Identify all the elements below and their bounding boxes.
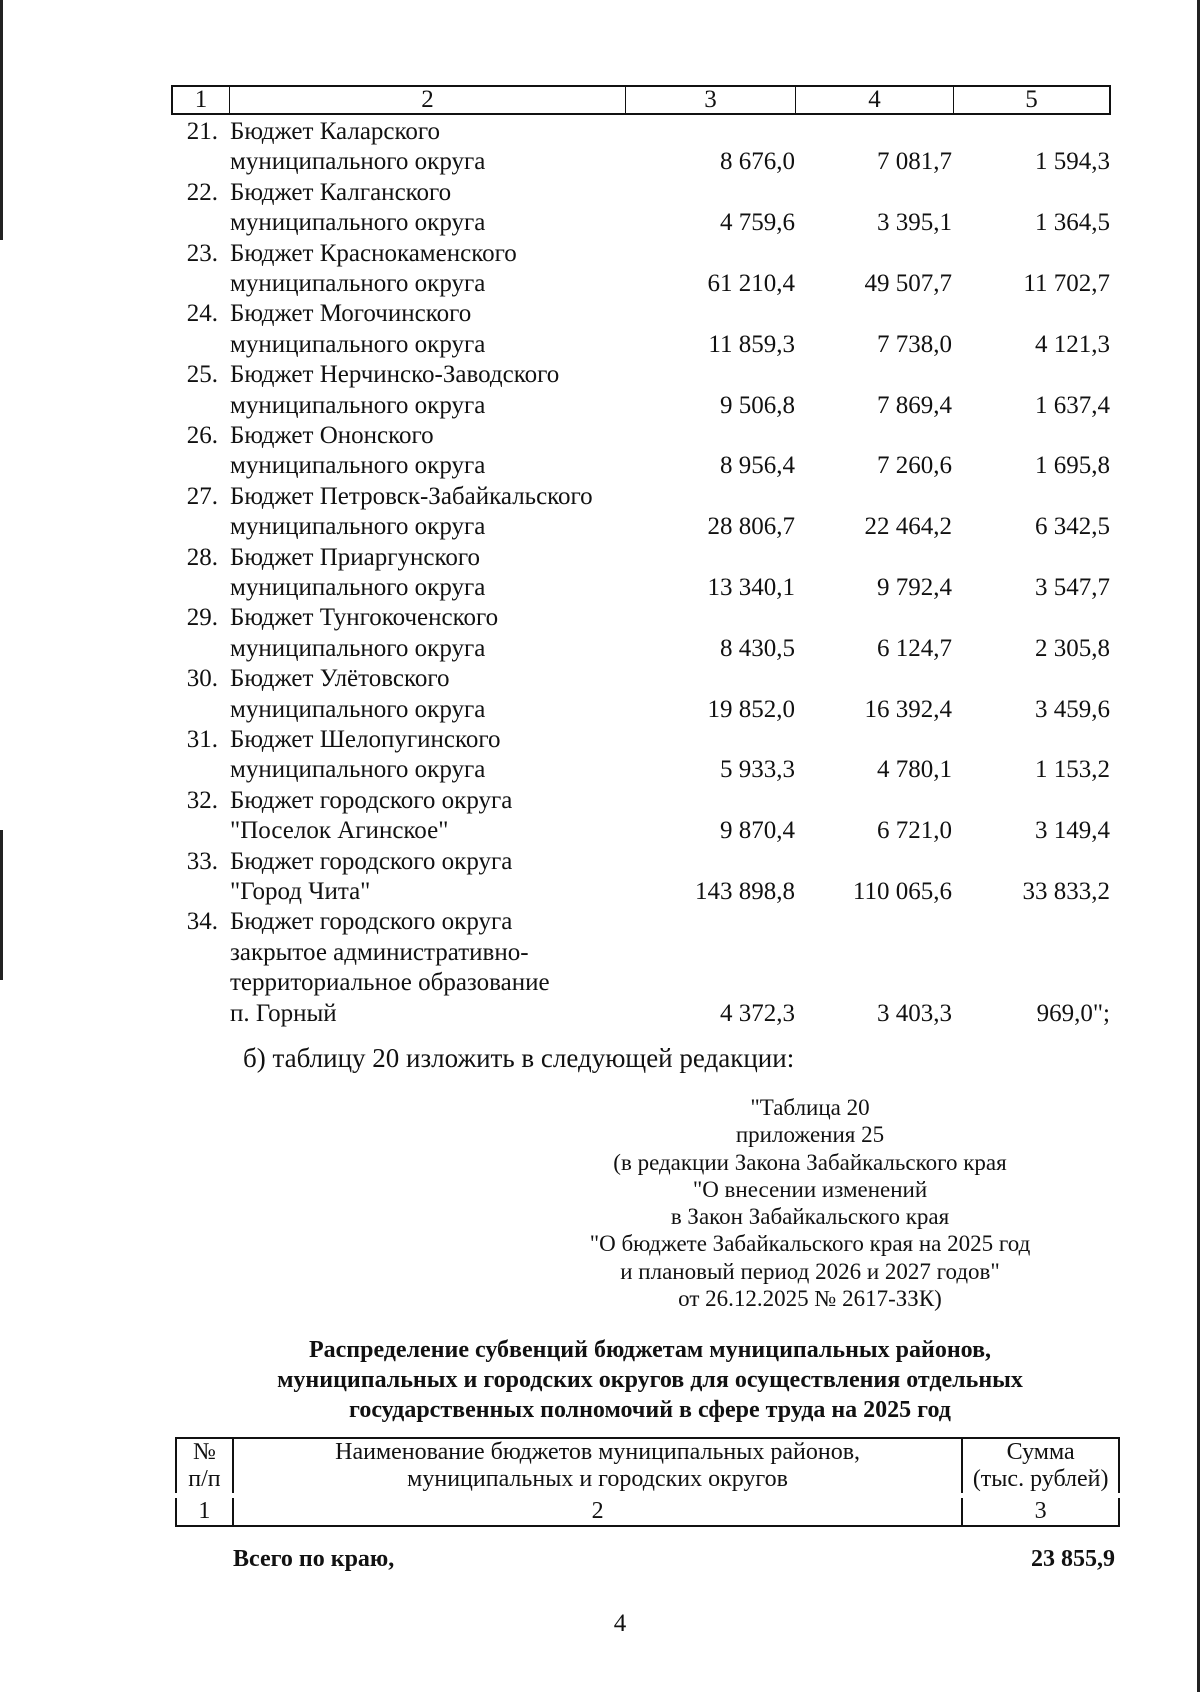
budget-name: Бюджет городского округа bbox=[230, 908, 513, 936]
table-row-line bbox=[0, 816, 1200, 846]
value-col5: 3 149,4 bbox=[1035, 817, 1110, 845]
header-cell: 4 bbox=[796, 87, 954, 113]
value-col3: 11 859,3 bbox=[708, 330, 795, 358]
value-col3: 8 430,5 bbox=[720, 634, 795, 662]
header-text: Сумма bbox=[1006, 1439, 1075, 1465]
title-line: муниципальных и городских округов для осуществления отдельных bbox=[277, 1367, 1023, 1393]
numbering-cell: 2 bbox=[233, 1496, 962, 1527]
budget-name-cont: муниципального округа bbox=[230, 695, 486, 723]
caption-line: приложения 25 bbox=[735, 1122, 885, 1148]
value-col3: 19 852,0 bbox=[707, 695, 795, 723]
value-col3: 9 870,4 bbox=[720, 817, 795, 845]
document-title bbox=[170, 1335, 1130, 1425]
budget-name-cont: муниципального округа bbox=[230, 574, 486, 601]
table-row-line bbox=[0, 664, 1200, 694]
value-col4: 16 392,4 bbox=[864, 695, 952, 723]
row-number: 31. bbox=[186, 726, 218, 753]
table-row-line bbox=[0, 117, 1200, 147]
value-col5: 1 364,5 bbox=[1035, 209, 1110, 237]
value-col3: 28 806,7 bbox=[707, 513, 795, 541]
header-text: Наименование бюджетов муниципальных районов, bbox=[335, 1439, 861, 1465]
value-col4: 6 721,0 bbox=[877, 817, 952, 845]
row-number: 24. bbox=[186, 300, 218, 328]
header-text: № bbox=[192, 1439, 216, 1465]
header-text: муниципальных и городских округов bbox=[407, 1466, 789, 1492]
header-cell-name bbox=[233, 1438, 962, 1496]
row-number: 28. bbox=[186, 543, 218, 571]
caption-line: "О внесении изменений bbox=[692, 1176, 928, 1202]
header-cell: 2 bbox=[230, 87, 626, 113]
caption-line: "Таблица 20 bbox=[750, 1095, 870, 1120]
table-row-line bbox=[0, 391, 1200, 421]
budget-name: Бюджет Краснокаменского bbox=[230, 239, 517, 267]
budget-name: Бюджет городского округа bbox=[230, 786, 513, 814]
budget-name: Бюджет Могочинского bbox=[230, 300, 472, 328]
budget-name: Бюджет Шелопугинского bbox=[230, 726, 501, 753]
value-col4: 7 869,4 bbox=[877, 391, 952, 419]
value-col5: 1 153,2 bbox=[1035, 756, 1110, 784]
value-col3: 9 506,8 bbox=[720, 391, 795, 419]
table-row-line bbox=[0, 968, 1200, 998]
table-row-line bbox=[0, 877, 1200, 907]
value-col4: 6 124,7 bbox=[877, 634, 952, 662]
budget-name: Бюджет Приаргунского bbox=[230, 543, 480, 571]
value-col4: 4 780,1 bbox=[877, 756, 952, 784]
table-row-line bbox=[0, 269, 1200, 299]
value-col5: 11 702,7 bbox=[1023, 270, 1110, 297]
value-col4: 22 464,2 bbox=[864, 513, 952, 541]
header-cell-sum bbox=[962, 1438, 1119, 1496]
row-number: 32. bbox=[186, 786, 218, 814]
row-number: 30. bbox=[186, 665, 218, 693]
caption-line: от 26.12.2025 № 2617-ЗЗК) bbox=[678, 1286, 942, 1312]
table-row-line bbox=[0, 786, 1200, 816]
total-value: 23 855,9 bbox=[1031, 1546, 1115, 1572]
title-line: Распределение субвенций бюджетам муниципальных районов, bbox=[308, 1337, 992, 1363]
table-row-line bbox=[0, 482, 1200, 512]
row-number: 23. bbox=[186, 239, 218, 267]
value-col3: 13 340,1 bbox=[707, 574, 795, 601]
table-row-line bbox=[0, 755, 1200, 785]
table-row-line bbox=[0, 451, 1200, 481]
budget-name-cont: муниципального округа bbox=[230, 330, 486, 358]
value-col5: 33 833,2 bbox=[1022, 878, 1110, 905]
table-row-line bbox=[0, 512, 1200, 542]
subvention-table bbox=[175, 1437, 1120, 1527]
budget-name-cont: муниципального округа bbox=[230, 513, 486, 541]
table-row-line bbox=[0, 147, 1200, 177]
numbering-row bbox=[176, 1496, 1119, 1527]
table-caption bbox=[560, 1094, 1060, 1312]
table-row-line bbox=[0, 299, 1200, 329]
table-row-line bbox=[0, 360, 1200, 390]
table-header-row bbox=[176, 1438, 1119, 1496]
table-row-line bbox=[0, 725, 1200, 755]
row-number: 22. bbox=[186, 178, 218, 206]
budget-name: Бюджет Калганского bbox=[230, 178, 452, 206]
table-row-line bbox=[0, 239, 1200, 269]
budget-name: Бюджет Нерчинско-Заводского bbox=[230, 361, 560, 389]
header-cell: 5 bbox=[1025, 86, 1038, 113]
value-col5: 969,0"; bbox=[1036, 999, 1110, 1027]
numbering-cell: 3 bbox=[962, 1496, 1119, 1527]
header-cell: 3 bbox=[626, 87, 796, 113]
value-col4: 3 403,3 bbox=[877, 999, 952, 1027]
row-number: 34. bbox=[186, 908, 218, 936]
value-col5: 2 305,8 bbox=[1035, 634, 1110, 662]
table-row-line bbox=[0, 330, 1200, 360]
table-row-line bbox=[0, 907, 1200, 937]
value-col4: 7 738,0 bbox=[877, 330, 952, 358]
budget-name-cont: муниципального округа bbox=[230, 391, 486, 419]
header-cell: 1 bbox=[173, 87, 230, 113]
value-col5: 6 342,5 bbox=[1035, 513, 1110, 541]
caption-line: в Закон Забайкальского края bbox=[670, 1204, 950, 1230]
value-col5: 1 695,8 bbox=[1035, 452, 1110, 480]
row-number: 26. bbox=[186, 422, 218, 449]
budget-name-cont: территориальное образование bbox=[230, 969, 550, 997]
table-row-line bbox=[0, 573, 1200, 603]
value-col4: 49 507,7 bbox=[864, 270, 952, 297]
value-col4: 7 260,6 bbox=[877, 452, 952, 480]
value-col5: 3 547,7 bbox=[1035, 574, 1110, 601]
header-text: (тыс. рублей) bbox=[972, 1466, 1109, 1492]
header-text: п/п bbox=[188, 1466, 221, 1492]
table-row-line bbox=[0, 847, 1200, 877]
table-row-line bbox=[0, 421, 1200, 451]
header-cell-number bbox=[176, 1438, 233, 1496]
value-col3: 4 759,6 bbox=[720, 209, 795, 237]
budget-name-cont: "Поселок Агинское" bbox=[230, 817, 449, 845]
row-number: 27. bbox=[186, 482, 218, 510]
budget-name: Бюджет Ононского bbox=[230, 422, 434, 449]
table-row-line bbox=[0, 695, 1200, 725]
budget-name-cont: муниципального округа bbox=[230, 148, 486, 176]
caption-line: "О бюджете Забайкальского края на 2025 год bbox=[589, 1231, 1031, 1257]
value-col5: 1 637,4 bbox=[1035, 391, 1110, 419]
value-col3: 8 956,4 bbox=[720, 452, 795, 480]
row-number: 25. bbox=[186, 361, 218, 389]
budget-name-cont: муниципального округа bbox=[230, 209, 486, 237]
caption-line: (в редакции Закона Забайкальского края bbox=[613, 1149, 1007, 1175]
row-number: 29. bbox=[186, 604, 218, 632]
table-row-line bbox=[0, 634, 1200, 664]
table-row-line bbox=[0, 999, 1200, 1029]
page-number: 4 bbox=[613, 1610, 627, 1637]
value-col4: 9 792,4 bbox=[877, 574, 952, 601]
row-number: 21. bbox=[186, 118, 218, 145]
row-number: 33. bbox=[186, 847, 218, 875]
value-col3: 5 933,3 bbox=[720, 756, 795, 784]
budget-name-cont: п. Горный bbox=[230, 999, 337, 1027]
budget-name: Бюджет Каларского bbox=[230, 118, 441, 145]
budget-name-cont: муниципального округа bbox=[230, 270, 486, 297]
value-col4: 3 395,1 bbox=[877, 209, 952, 237]
value-col4: 110 065,6 bbox=[852, 878, 952, 905]
budget-name-cont: муниципального округа bbox=[230, 634, 486, 662]
table-row-line bbox=[0, 208, 1200, 238]
value-col4: 7 081,7 bbox=[877, 148, 952, 176]
budget-name-cont: "Город Чита" bbox=[230, 878, 371, 905]
value-col5: 1 594,3 bbox=[1035, 148, 1110, 176]
numbering-cell: 1 bbox=[176, 1496, 233, 1527]
value-col3: 8 676,0 bbox=[720, 148, 795, 176]
intro-text: б) таблицу 20 изложить в следующей редакции: bbox=[243, 1043, 795, 1073]
total-label: Всего по краю, bbox=[233, 1546, 395, 1572]
value-col3: 4 372,3 bbox=[720, 999, 795, 1027]
budget-name: Бюджет Улётовского bbox=[230, 665, 450, 693]
budget-name: Бюджет Петровск-Забайкальского bbox=[230, 482, 593, 510]
value-col3: 61 210,4 bbox=[707, 270, 795, 297]
value-col3: 143 898,8 bbox=[695, 878, 795, 905]
budget-name-cont: муниципального округа bbox=[230, 756, 486, 784]
budget-name-cont: муниципального округа bbox=[230, 452, 486, 480]
budget-name: Бюджет городского округа bbox=[230, 847, 513, 875]
table-header-row bbox=[171, 85, 1111, 115]
budget-name-cont: закрытое административно- bbox=[230, 938, 529, 966]
value-col5: 3 459,6 bbox=[1035, 695, 1110, 723]
value-col5: 4 121,3 bbox=[1035, 330, 1110, 358]
table-row-line bbox=[0, 178, 1200, 208]
table-row-line bbox=[0, 938, 1200, 968]
caption-line: и плановый период 2026 и 2027 годов" bbox=[620, 1258, 1000, 1284]
table-row-line bbox=[0, 603, 1200, 633]
budget-name: Бюджет Тунгокоченского bbox=[230, 604, 499, 632]
table-row-line bbox=[0, 543, 1200, 573]
title-line: государственных полномочий в сфере труда на 2025 год bbox=[349, 1397, 951, 1423]
